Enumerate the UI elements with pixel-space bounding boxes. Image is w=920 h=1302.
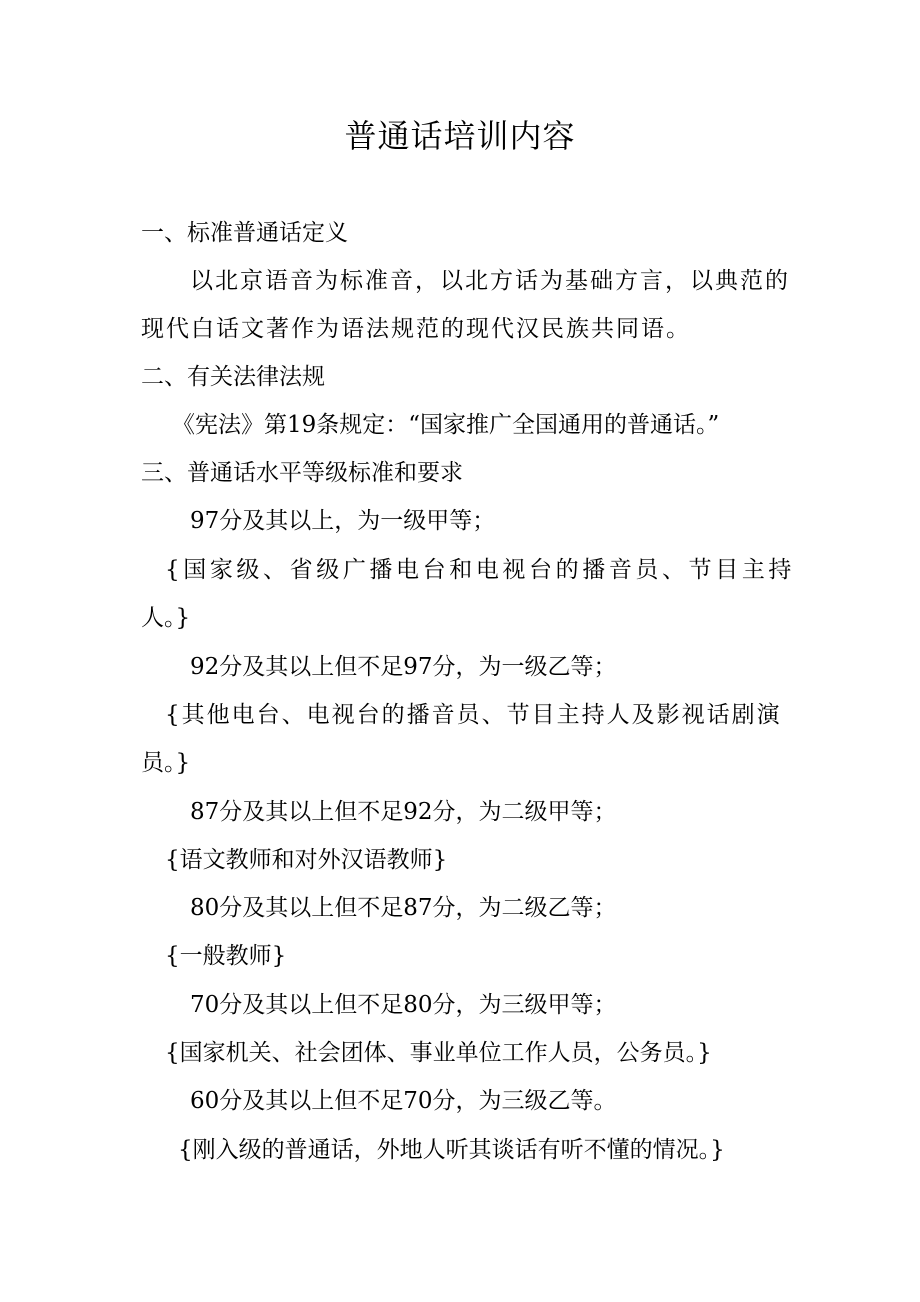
target-line: {其他电台、电视台的播音员、节目主持人及影视话剧演: [165, 702, 782, 728]
target-line: {国家级、省级广播电台和电视台的播音员、节目主持: [165, 557, 796, 583]
target-line: 人。}: [141, 605, 191, 631]
grade-line: 92分及其以上但不足97分，为一级乙等；: [190, 654, 617, 680]
section-heading-laws: 二、有关法律法规: [141, 364, 325, 390]
target-line: 员。}: [141, 750, 191, 776]
section-heading-definition: 一、标准普通话定义: [141, 220, 348, 246]
target-line: {国家机关、社会团体、事业单位工作人员，公务员。}: [165, 1040, 712, 1066]
paragraph-line: 以北京语音为标准音，以北方话为基础方言，以典范的: [190, 268, 790, 294]
section-heading-standards: 三、普通话水平等级标准和要求: [141, 460, 463, 486]
grade-line: 60分及其以上但不足70分，为三级乙等。: [190, 1088, 617, 1114]
grade-line: 87分及其以上但不足92分，为二级甲等；: [190, 799, 617, 825]
paragraph-line: 《宪法》第19条规定：“国家推广全国通用的普通话。”: [172, 412, 720, 438]
target-line: {一般教师}: [165, 943, 287, 969]
document-title: 普通话培训内容: [344, 117, 576, 155]
target-line: {语文教师和对外汉语教师}: [165, 847, 448, 873]
grade-line: 70分及其以上但不足80分，为三级甲等；: [190, 992, 617, 1018]
paragraph-line: 现代白话文著作为语法规范的现代汉民族共同语。: [141, 316, 691, 342]
grade-line: 80分及其以上但不足87分，为二级乙等；: [190, 895, 617, 921]
grade-line: 97分及其以上，为一级甲等；: [190, 508, 496, 534]
target-line: {刚入级的普通话，外地人听其谈话有听不懂的情况。}: [178, 1137, 725, 1163]
